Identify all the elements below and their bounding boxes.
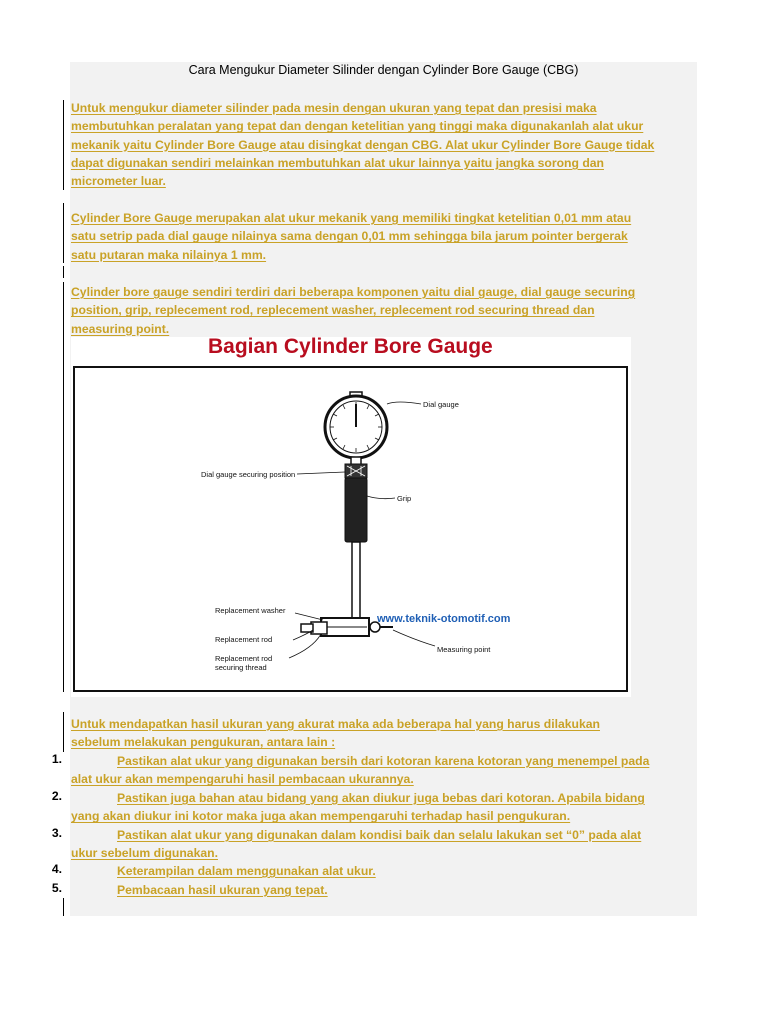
list-item-4: Keterampilan dalam menggunakan alat ukur. xyxy=(117,864,376,878)
list-number-1: 1. xyxy=(51,752,62,766)
list-number-3: 3. xyxy=(51,826,62,840)
label-replacement-washer: Replacement washer xyxy=(215,606,286,615)
grip-icon xyxy=(345,478,367,542)
margin-rule xyxy=(63,100,64,190)
paragraph-preparation: Untuk mendapatkan hasil ukuran yang akurat maka ada beberapa hal yang harus dilakukan sebelum melakukan pengukuran, antara lain : xyxy=(71,717,600,750)
label-dial-gauge: Dial gauge xyxy=(423,400,459,409)
margin-rule xyxy=(63,282,64,692)
figure-heading: Bagian Cylinder Bore Gauge xyxy=(208,335,493,358)
label-dial-gauge-securing: Dial gauge securing position xyxy=(201,470,296,479)
label-rod-securing-2: securing thread xyxy=(215,663,267,672)
margin-rule xyxy=(63,898,64,916)
bore-gauge-diagram xyxy=(75,368,626,690)
dial-gauge-icon xyxy=(325,392,387,458)
list-number-4: 4. xyxy=(51,862,62,876)
paragraph-intro: Untuk mengukur diameter silinder pada mesin dengan ukuran yang tepat dan presisi maka membutuhkan peralatan yang tepat dan dengan ketelitian yang tinggi maka digunakanlah alat ukur mekanik yaitu Cylinder Bore Gauge atau disingkat dengan CBG. Alat ukur Cylinder Bore Gauge tidak dapat digunakan sendiri melainkan membutuhkan alat ukur lainnya yaitu jangka sorong dan micrometer luar. xyxy=(71,101,655,189)
label-rod-securing-1: Replacement rod xyxy=(215,654,273,663)
label-grip: Grip xyxy=(397,494,412,503)
margin-rule xyxy=(63,203,64,263)
label-replacement-rod: Replacement rod xyxy=(215,635,273,644)
list-item-3: Pastikan alat ukur yang digunakan dalam kondisi baik dan selalu lakukan set “0” pada alat ukur sebelum digunakan. xyxy=(71,828,642,861)
paragraph-components: Cylinder bore gauge sendiri terdiri dari beberapa komponen yaitu dial gauge, dial gauge securing position, grip, replecement rod, replecement washer, replecement rod securing thread dan measuring point. xyxy=(71,285,636,336)
list-item-1: Pastikan alat ukur yang digunakan bersih dari kotoran karena kotoran yang menempel pada alat ukur akan mempengaruhi hasil pembacaan ukurannya. xyxy=(71,754,650,787)
watermark-text: www.teknik-otomotif.com xyxy=(377,613,511,625)
label-measuring-point: Measuring point xyxy=(437,645,491,654)
document-title: Cara Mengukur Diameter Silinder dengan Cylinder Bore Gauge (CBG) xyxy=(188,63,579,77)
list-item-5: Pembacaan hasil ukuran yang tepat. xyxy=(117,883,328,897)
margin-rule xyxy=(63,266,64,278)
list-number-2: 2. xyxy=(51,789,62,803)
figure-frame xyxy=(73,366,628,692)
shaft xyxy=(352,542,360,620)
paragraph-precision: Cylinder Bore Gauge merupakan alat ukur mekanik yang memiliki tingkat ketelitian 0,01 mm atau satu setrip pada dial gauge nilainya sama dengan 0,01 mm sehingga bila jarum pointer bergerak satu putaran maka nilainya 1 mm. xyxy=(71,211,632,262)
securing-position-icon xyxy=(345,464,367,478)
list-number-5: 5. xyxy=(51,881,62,895)
list-item-2: Pastikan juga bahan atau bidang yang akan diukur juga bebas dari kotoran. Apabila bidang yang akan diukur ini kotor maka juga akan mempengaruhi terhadap hasil pengukuran. xyxy=(71,791,645,824)
margin-rule xyxy=(63,712,64,752)
